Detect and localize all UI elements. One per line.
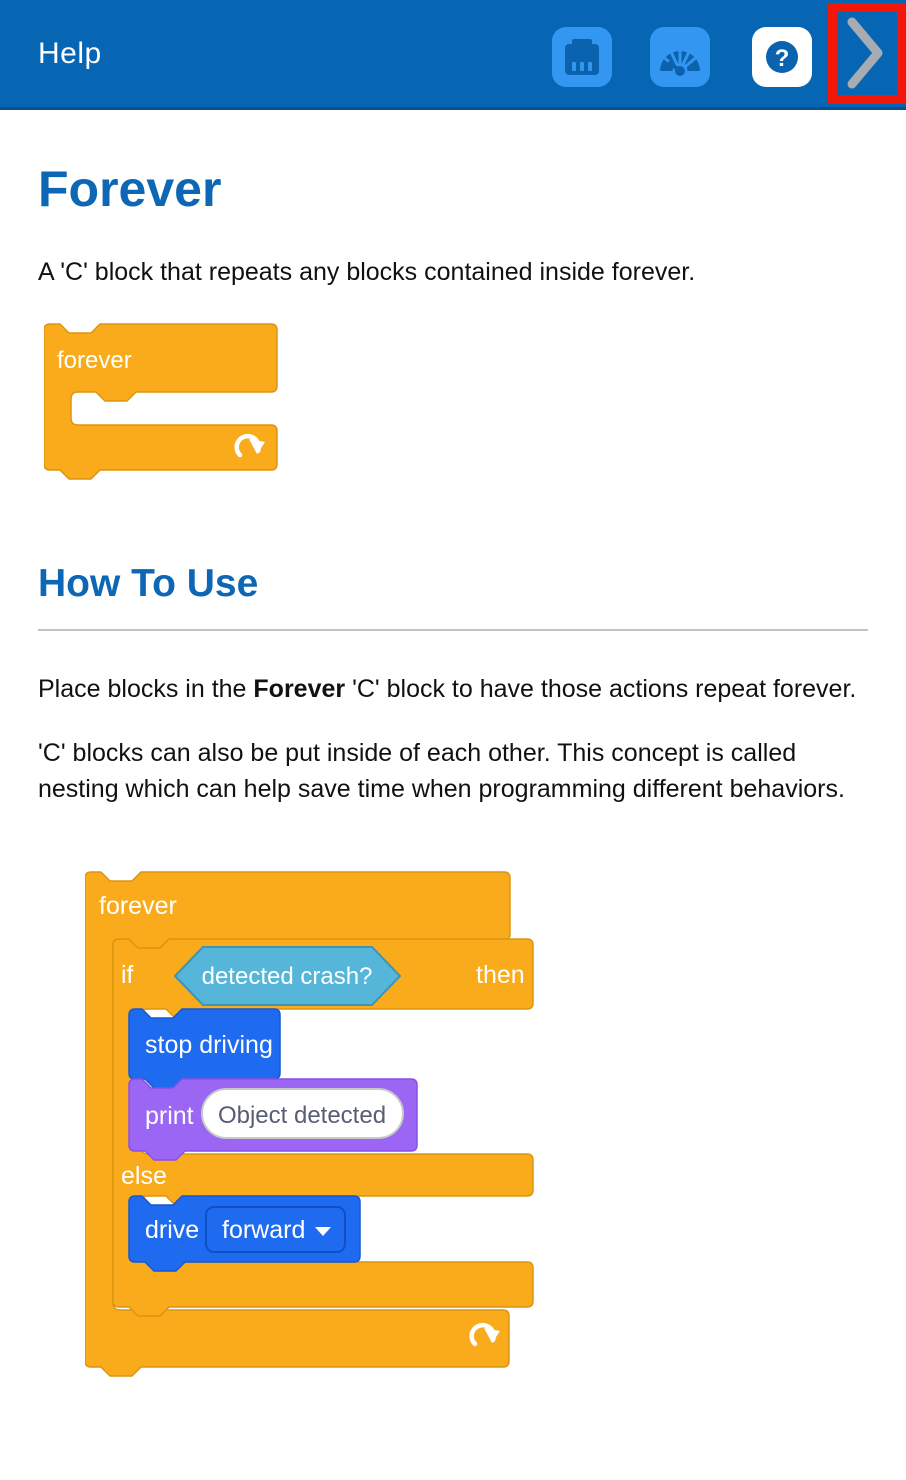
print-label: print: [145, 1102, 194, 1130]
question-glyph: ?: [774, 45, 790, 72]
condition-label: detected crash?: [201, 963, 373, 990]
howto-paragraph-2: 'C' blocks can also be put inside of each other. This concept is called nesting which can help save time when programming different behaviors.: [38, 739, 845, 803]
page-title: Forever: [38, 161, 222, 217]
help-button[interactable]: [752, 27, 812, 87]
help-article: [0, 160, 906, 1383]
else-label: else: [121, 1162, 167, 1190]
howto-paragraph-1: [38, 671, 868, 707]
paragraph-text: 'C' block to have those actions repeat forever.: [345, 675, 857, 703]
page-header-title: Help: [38, 36, 102, 70]
then-label: then: [476, 961, 525, 989]
if-label: if: [121, 961, 134, 989]
drive-direction-value: forward: [222, 1216, 306, 1244]
gauge-icon: [650, 27, 710, 87]
brain-icon: [552, 27, 612, 87]
device-brain-button[interactable]: [552, 27, 612, 87]
chevron-right-icon: [837, 12, 897, 95]
forever-block-label: forever: [57, 347, 132, 374]
forever-block-image: [44, 323, 278, 485]
dashboard-button[interactable]: [650, 27, 710, 87]
question-mark-icon: [752, 27, 812, 87]
nested-blocks-image: [85, 871, 535, 1383]
section-divider: [38, 629, 868, 631]
nested-forever-label: forever: [99, 892, 177, 920]
block-description: A 'C' block that repeats any blocks contained inside forever.: [38, 258, 696, 286]
paragraph-bold-text: Forever: [253, 675, 346, 703]
stop-driving-label: stop driving: [145, 1031, 273, 1059]
section-heading: How To Use: [38, 562, 259, 605]
header: [0, 0, 906, 110]
drive-label: drive: [145, 1216, 200, 1244]
paragraph-text: Place blocks in the: [38, 675, 254, 703]
next-page-button[interactable]: [837, 12, 897, 95]
print-value-text: Object detected: [217, 1102, 387, 1129]
